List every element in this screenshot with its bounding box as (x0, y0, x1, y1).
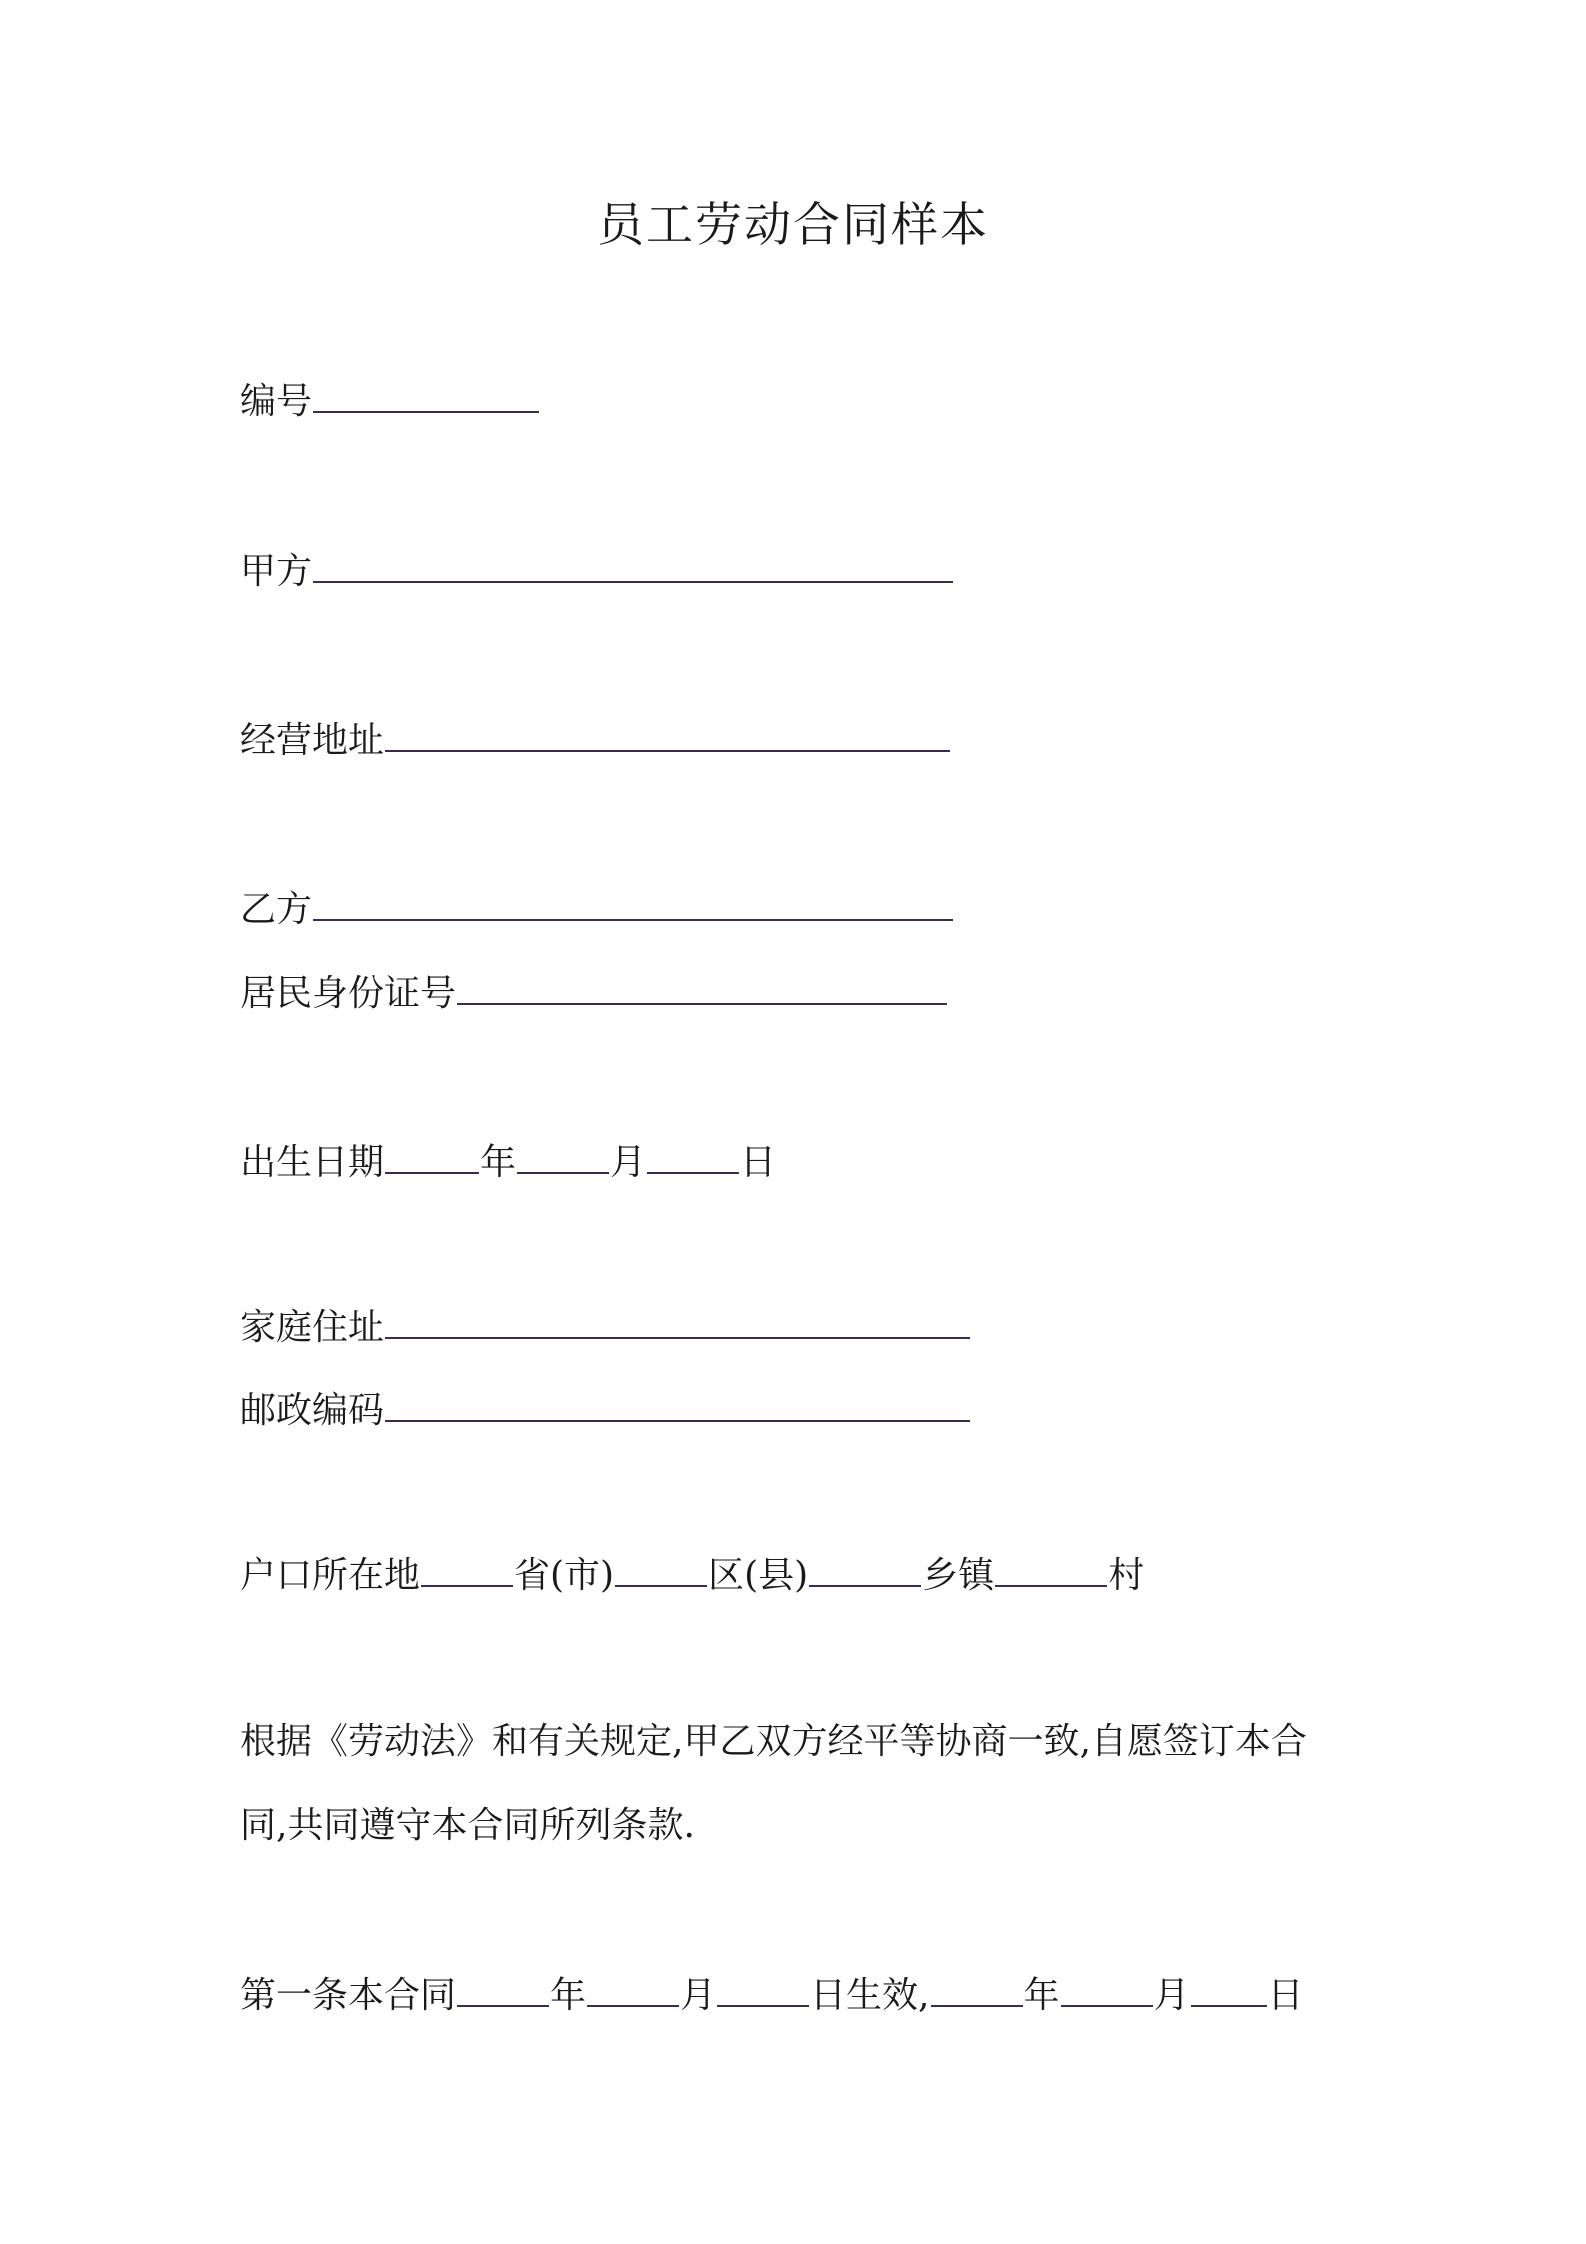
birth-day-blank[interactable] (647, 1142, 739, 1174)
birth-month-unit: 月 (610, 1142, 647, 1183)
end-month-blank[interactable] (1061, 1975, 1153, 2007)
hukou-township-unit: 乡镇 (922, 1555, 995, 1596)
hukou-field (240, 1550, 1144, 1602)
postal-code-field (240, 1385, 971, 1437)
article-1 (240, 1970, 1304, 2022)
end-year-unit: 年 (1023, 1975, 1060, 2016)
birth-month-blank[interactable] (517, 1142, 609, 1174)
start-month-blank[interactable] (587, 1975, 679, 2007)
number-field (240, 376, 540, 428)
start-year-blank[interactable] (457, 1975, 549, 2007)
end-month-unit: 月 (1153, 1975, 1190, 2016)
number-blank[interactable] (313, 381, 539, 413)
id-number-field (240, 968, 948, 1020)
party-b-blank[interactable] (313, 889, 953, 921)
preamble-line-1: 根据《劳动法》和有关规定,甲乙双方经平等协商一致,自愿签订本合 (240, 1721, 1307, 1762)
home-address-field (240, 1302, 971, 1354)
hukou-village-unit: 村 (1108, 1555, 1145, 1596)
party-b-label: 乙方 (240, 889, 313, 930)
business-address-label: 经营地址 (240, 720, 385, 761)
hukou-district-unit: 区(县) (708, 1555, 809, 1596)
hukou-district-blank[interactable] (615, 1555, 707, 1587)
business-address-blank[interactable] (385, 720, 950, 752)
preamble-line-2: 同,共同遵守本合同所列条款. (240, 1805, 695, 1846)
birth-year-unit: 年 (480, 1142, 517, 1183)
hukou-province-blank[interactable] (421, 1555, 513, 1587)
home-address-blank[interactable] (385, 1307, 970, 1339)
party-b-field (240, 884, 954, 936)
article-1-label: 第一条本合同 (240, 1975, 457, 2016)
business-address-field (240, 715, 951, 767)
start-year-unit: 年 (550, 1975, 587, 2016)
party-a-blank[interactable] (313, 551, 953, 583)
hukou-province-unit: 省(市) (514, 1555, 615, 1596)
party-a-label: 甲方 (240, 551, 313, 592)
end-day-unit: 日 (1267, 1975, 1304, 2016)
effective-text: 日生效, (810, 1975, 930, 2016)
number-label: 编号 (240, 381, 313, 422)
home-address-label: 家庭住址 (240, 1307, 385, 1348)
hukou-village-blank[interactable] (995, 1555, 1107, 1587)
postal-code-label: 邮政编码 (240, 1390, 385, 1431)
end-day-blank[interactable] (1191, 1975, 1267, 2007)
postal-code-blank[interactable] (385, 1390, 970, 1422)
hukou-label: 户口所在地 (240, 1555, 421, 1596)
birth-day-unit: 日 (740, 1142, 777, 1183)
id-number-blank[interactable] (457, 973, 947, 1005)
birth-label: 出生日期 (240, 1142, 385, 1183)
birth-year-blank[interactable] (385, 1142, 479, 1174)
hukou-township-blank[interactable] (809, 1555, 921, 1587)
birth-date-field (240, 1137, 776, 1189)
id-number-label: 居民身份证号 (240, 973, 457, 1014)
end-year-blank[interactable] (931, 1975, 1023, 2007)
document-title: 员工劳动合同样本 (597, 198, 989, 253)
start-day-blank[interactable] (717, 1975, 809, 2007)
party-a-field (240, 546, 954, 598)
start-month-unit: 月 (680, 1975, 717, 2016)
